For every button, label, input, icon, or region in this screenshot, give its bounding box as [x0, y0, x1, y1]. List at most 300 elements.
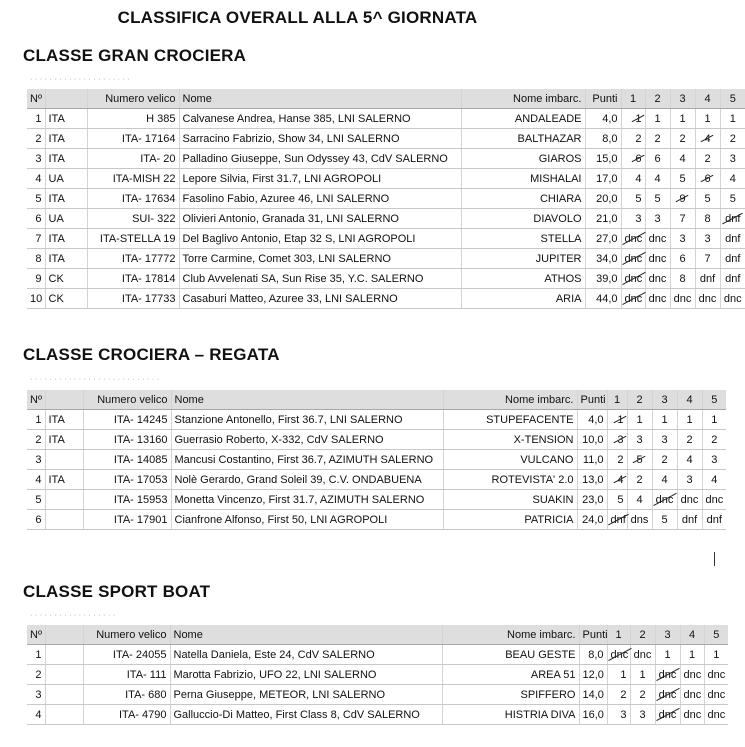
race-5-cell: 4 — [720, 169, 745, 189]
nation-cell — [45, 645, 83, 665]
nation-cell: ITA — [45, 470, 83, 490]
table-row — [27, 470, 726, 490]
page-title: CLASSIFICA OVERALL ALLA 5^ GIORNATA — [117, 8, 478, 27]
race-2-cell — [627, 450, 652, 470]
sail-number-cell: ITA- 111 — [83, 665, 170, 685]
discarded-score: dnf — [725, 212, 741, 225]
race-3-cell — [655, 665, 680, 685]
race-1-cell — [621, 289, 645, 309]
race-5-cell: 3 — [702, 450, 726, 470]
race-2-cell: 1 — [645, 109, 670, 129]
header-race-2: 2 — [630, 625, 655, 645]
race-4-cell: 5 — [695, 189, 720, 209]
boat-name-cell: BEAU GESTE — [442, 645, 579, 665]
race-3-cell: 1 — [670, 109, 695, 129]
name-cell: Del Baglivo Antonio, Etap 32 S, LNI AGROPOLI — [179, 229, 461, 249]
race-3-cell: 2 — [670, 129, 695, 149]
boat-name-cell: STUPEFACENTE — [443, 410, 577, 430]
race-5-cell: dnc — [720, 289, 745, 309]
race-3-cell: 3 — [670, 229, 695, 249]
boat-name-cell: ANDALEADE — [461, 109, 585, 129]
nation-cell: ITA — [45, 149, 87, 169]
table-header-row — [27, 625, 728, 645]
boat-name-cell: PATRICIA — [443, 510, 577, 530]
section-title-sport-boat: CLASSE SPORT BOAT — [23, 582, 211, 601]
race-2-cell: dnc — [630, 645, 655, 665]
discarded-score: 1 — [617, 413, 624, 426]
boat-name-cell: MISHALAI — [461, 169, 585, 189]
race-3-cell: 5 — [670, 169, 695, 189]
race-2-cell: 3 — [645, 209, 670, 229]
header-race-4: 4 — [695, 89, 720, 109]
position-cell: 9 — [27, 269, 45, 289]
race-2-cell: dnc — [645, 269, 670, 289]
name-cell: Galluccio-Di Matteo, First Class 8, CdV SALERNO — [170, 705, 442, 725]
race-1-cell: 1 — [607, 665, 630, 685]
header-points: Punti — [579, 625, 607, 645]
sail-number-cell: SUI- 322 — [87, 209, 179, 229]
boat-name-cell: VULCANO — [443, 450, 577, 470]
sail-number-cell: ITA- 14085 — [83, 450, 171, 470]
points-cell: 11,0 — [577, 450, 607, 470]
nation-cell: ITA — [45, 129, 87, 149]
race-1-cell — [607, 430, 627, 450]
race-2-cell: 6 — [645, 149, 670, 169]
points-cell: 4,0 — [585, 109, 621, 129]
table-row — [27, 269, 745, 289]
race-5-cell: 1 — [704, 645, 728, 665]
table-row — [27, 645, 728, 665]
race-3-cell: 1 — [655, 645, 680, 665]
boat-name-cell: JUPITER — [461, 249, 585, 269]
race-3-cell: 6 — [670, 249, 695, 269]
cropped-caption: · · · · · · · · · · · · · · · · · · · · · — [30, 76, 131, 83]
boat-name-cell: ATHOS — [461, 269, 585, 289]
position-cell: 6 — [27, 209, 45, 229]
sail-number-cell: ITA- 17772 — [87, 249, 179, 269]
discarded-score: 6 — [635, 152, 642, 165]
table-row — [27, 189, 745, 209]
name-cell: Monetta Vincenzo, First 31.7, AZIMUTH SALERNO — [171, 490, 443, 510]
name-cell: Palladino Giuseppe, Sun Odyssey 43, CdV SALERNO — [179, 149, 461, 169]
points-cell: 8,0 — [579, 645, 607, 665]
table-row — [27, 490, 726, 510]
discarded-score: dnc — [624, 292, 643, 305]
race-2-cell: dns — [627, 510, 652, 530]
table-row — [27, 665, 728, 685]
points-cell: 27,0 — [585, 229, 621, 249]
race-5-cell: 2 — [720, 129, 745, 149]
discarded-score: dnc — [610, 648, 629, 661]
race-5-cell: 1 — [720, 109, 745, 129]
position-cell: 4 — [27, 705, 45, 725]
name-cell: Perna Giuseppe, METEOR, LNI SALERNO — [170, 685, 442, 705]
header-sail-number: Numero velico — [83, 625, 170, 645]
boat-name-cell: AREA 51 — [442, 665, 579, 685]
nation-cell — [45, 705, 83, 725]
name-cell: Calvanese Andrea, Hanse 385, LNI SALERNO — [179, 109, 461, 129]
race-1-cell: 5 — [607, 490, 627, 510]
race-3-cell — [652, 490, 677, 510]
race-3-cell: 8 — [670, 269, 695, 289]
header-race-5: 5 — [720, 89, 745, 109]
race-2-cell: 3 — [630, 705, 655, 725]
race-2-cell: dnc — [645, 289, 670, 309]
header-sail-number: Numero velico — [83, 390, 171, 410]
table-row — [27, 149, 745, 169]
boat-name-cell: STELLA — [461, 229, 585, 249]
header-race-1: 1 — [607, 390, 627, 410]
race-5-cell — [720, 209, 745, 229]
race-3-cell — [655, 685, 680, 705]
race-4-cell: dnc — [695, 289, 720, 309]
position-cell: 2 — [27, 430, 45, 450]
nation-cell — [45, 450, 83, 470]
nation-cell: ITA — [45, 229, 87, 249]
race-1-cell: 3 — [621, 209, 645, 229]
points-cell: 23,0 — [577, 490, 607, 510]
points-cell: 8,0 — [585, 129, 621, 149]
header-position: Nº — [27, 390, 45, 410]
boat-name-cell: HISTRIA DIVA — [442, 705, 579, 725]
discarded-score: 9 — [679, 192, 686, 205]
sail-number-cell: ITA- 680 — [83, 685, 170, 705]
cropped-caption: · · · · · · · · · · · · · · · · · · · · · · · · · · · — [30, 376, 160, 383]
header-race-2: 2 — [627, 390, 652, 410]
sail-number-cell: ITA-MISH 22 — [87, 169, 179, 189]
table-header-row — [27, 89, 745, 109]
points-cell: 21,0 — [585, 209, 621, 229]
race-4-cell: 3 — [677, 470, 702, 490]
race-4-cell: 7 — [695, 249, 720, 269]
position-cell: 4 — [27, 169, 45, 189]
table-row — [27, 249, 745, 269]
points-cell: 16,0 — [579, 705, 607, 725]
race-3-cell: 2 — [652, 450, 677, 470]
nation-cell: ITA — [45, 410, 83, 430]
race-5-cell: dnc — [704, 705, 728, 725]
nation-cell: CK — [45, 269, 87, 289]
position-cell: 1 — [27, 109, 45, 129]
race-5-cell: dnc — [704, 685, 728, 705]
name-cell: Natella Daniela, Este 24, CdV SALERNO — [170, 645, 442, 665]
nation-cell — [45, 685, 83, 705]
position-cell: 3 — [27, 685, 45, 705]
race-3-cell: 5 — [652, 510, 677, 530]
race-4-cell: dnc — [680, 705, 704, 725]
position-cell: 5 — [27, 490, 45, 510]
points-cell: 14,0 — [579, 685, 607, 705]
race-5-cell: 4 — [702, 470, 726, 490]
header-race-4: 4 — [680, 625, 704, 645]
race-1-cell: 2 — [607, 685, 630, 705]
header-race-2: 2 — [645, 89, 670, 109]
race-3-cell — [655, 705, 680, 725]
table-row — [27, 685, 728, 705]
race-4-cell: dnc — [680, 685, 704, 705]
table-row — [27, 430, 726, 450]
header-race-5: 5 — [704, 625, 728, 645]
race-3-cell — [670, 189, 695, 209]
name-cell: Olivieri Antonio, Granada 31, LNI SALERNO — [179, 209, 461, 229]
sail-number-cell: ITA- 13160 — [83, 430, 171, 450]
discarded-score: dnf — [610, 513, 626, 526]
position-cell: 7 — [27, 229, 45, 249]
race-4-cell: 1 — [695, 109, 720, 129]
nation-cell: ITA — [45, 430, 83, 450]
discarded-score: dnc — [624, 232, 643, 245]
discarded-score: dnc — [658, 688, 677, 701]
header-race-4: 4 — [677, 390, 702, 410]
header-position: Nº — [27, 625, 45, 645]
table-row — [27, 109, 745, 129]
race-1-cell: 2 — [621, 129, 645, 149]
position-cell: 8 — [27, 249, 45, 269]
race-4-cell — [695, 129, 720, 149]
position-cell: 1 — [27, 410, 45, 430]
header-race-3: 3 — [655, 625, 680, 645]
nation-cell: UA — [45, 209, 87, 229]
sail-number-cell: ITA- 15953 — [83, 490, 171, 510]
results-table-sport-boat — [27, 625, 728, 725]
name-cell: Lepore Silvia, First 31.7, LNI AGROPOLI — [179, 169, 461, 189]
name-cell: Stanzione Antonello, First 36.7, LNI SALERNO — [171, 410, 443, 430]
race-4-cell: dnc — [677, 490, 702, 510]
discarded-score: dnc — [658, 708, 677, 721]
boat-name-cell: ROTEVISTA' 2.0 — [443, 470, 577, 490]
race-2-cell: 2 — [630, 685, 655, 705]
race-4-cell: dnf — [677, 510, 702, 530]
race-5-cell: dnf — [702, 510, 726, 530]
sail-number-cell: ITA-STELLA 19 — [87, 229, 179, 249]
boat-name-cell: BALTHAZAR — [461, 129, 585, 149]
name-cell: Sarracino Fabrizio, Show 34, LNI SALERNO — [179, 129, 461, 149]
header-points: Punti — [577, 390, 607, 410]
race-1-cell — [621, 249, 645, 269]
name-cell: Club Avvelenati SA, Sun Rise 35, Y.C. SALERNO — [179, 269, 461, 289]
discarded-score: 1 — [635, 112, 642, 125]
header-race-3: 3 — [670, 89, 695, 109]
discarded-score: dnc — [624, 252, 643, 265]
header-nation — [45, 625, 83, 645]
header-race-3: 3 — [652, 390, 677, 410]
position-cell: 2 — [27, 129, 45, 149]
points-cell: 12,0 — [579, 665, 607, 685]
table-header-row — [27, 390, 726, 410]
nation-cell — [45, 665, 83, 685]
header-race-5: 5 — [702, 390, 726, 410]
sail-number-cell: ITA- 20 — [87, 149, 179, 169]
points-cell: 13,0 — [577, 470, 607, 490]
position-cell: 4 — [27, 470, 45, 490]
header-sail-number: Numero velico — [87, 89, 179, 109]
header-position: Nº — [27, 89, 45, 109]
race-4-cell: dnf — [695, 269, 720, 289]
header-boat-name: Nome imbarc. — [461, 89, 585, 109]
race-2-cell: 1 — [630, 665, 655, 685]
results-table-gran-crociera — [27, 89, 745, 309]
race-5-cell: 5 — [720, 189, 745, 209]
name-cell: Fasolino Fabio, Azuree 46, LNI SALERNO — [179, 189, 461, 209]
name-cell: Nolè Gerardo, Grand Soleil 39, C.V. ONDABUENA — [171, 470, 443, 490]
boat-name-cell: SUAKIN — [443, 490, 577, 510]
race-4-cell: 2 — [677, 430, 702, 450]
sail-number-cell: ITA- 14245 — [83, 410, 171, 430]
header-boat-name: Nome imbarc. — [443, 390, 577, 410]
race-1-cell: 4 — [621, 169, 645, 189]
sail-number-cell: ITA- 17053 — [83, 470, 171, 490]
race-2-cell: 3 — [627, 430, 652, 450]
race-2-cell: dnc — [645, 249, 670, 269]
race-5-cell: dnf — [720, 269, 745, 289]
name-cell: Mancusi Costantino, First 36.7, AZIMUTH SALERNO — [171, 450, 443, 470]
table-row — [27, 289, 745, 309]
table-row — [27, 450, 726, 470]
sail-number-cell: ITA- 4790 — [83, 705, 170, 725]
discarded-score: 6 — [704, 172, 711, 185]
race-1-cell — [621, 109, 645, 129]
race-1-cell — [607, 410, 627, 430]
results-table-crociera-regata — [27, 390, 726, 530]
race-4-cell — [695, 169, 720, 189]
boat-name-cell: GIAROS — [461, 149, 585, 169]
points-cell: 24,0 — [577, 510, 607, 530]
position-cell: 10 — [27, 289, 45, 309]
points-cell: 10,0 — [577, 430, 607, 450]
discarded-score: 5 — [636, 453, 643, 466]
sail-number-cell: ITA- 24055 — [83, 645, 170, 665]
nation-cell: ITA — [45, 189, 87, 209]
points-cell: 44,0 — [585, 289, 621, 309]
race-3-cell: 1 — [652, 410, 677, 430]
table-row — [27, 169, 745, 189]
boat-name-cell: DIAVOLO — [461, 209, 585, 229]
race-5-cell: 3 — [720, 149, 745, 169]
header-nation — [45, 390, 83, 410]
race-5-cell: 1 — [702, 410, 726, 430]
position-cell: 6 — [27, 510, 45, 530]
race-3-cell: 3 — [652, 430, 677, 450]
header-race-1: 1 — [621, 89, 645, 109]
discarded-score: 4 — [704, 132, 711, 145]
points-cell: 4,0 — [577, 410, 607, 430]
sail-number-cell: H 385 — [87, 109, 179, 129]
position-cell: 3 — [27, 450, 45, 470]
race-5-cell: dnf — [720, 249, 745, 269]
race-2-cell: 2 — [627, 470, 652, 490]
header-points: Punti — [585, 89, 621, 109]
race-4-cell: 3 — [695, 229, 720, 249]
header-nation — [45, 89, 87, 109]
race-4-cell: 1 — [677, 410, 702, 430]
race-2-cell: 1 — [627, 410, 652, 430]
position-cell: 1 — [27, 645, 45, 665]
sail-number-cell: ITA- 17901 — [83, 510, 171, 530]
position-cell: 5 — [27, 189, 45, 209]
table-row — [27, 705, 728, 725]
race-1-cell: 3 — [607, 705, 630, 725]
discarded-score: 4 — [617, 473, 624, 486]
cropped-caption: · · · · · · · · · · · · · · · · · · — [30, 612, 116, 619]
section-title-crociera-regata: CLASSE CROCIERA – REGATA — [23, 345, 280, 364]
race-4-cell: 1 — [680, 645, 704, 665]
nation-cell — [45, 510, 83, 530]
points-cell: 34,0 — [585, 249, 621, 269]
race-4-cell: 2 — [695, 149, 720, 169]
sail-number-cell: ITA- 17164 — [87, 129, 179, 149]
name-cell: Guerrasio Roberto, X-332, CdV SALERNO — [171, 430, 443, 450]
race-1-cell — [607, 645, 630, 665]
points-cell: 20,0 — [585, 189, 621, 209]
race-1-cell — [621, 149, 645, 169]
race-4-cell: dnc — [680, 665, 704, 685]
nation-cell: UA — [45, 169, 87, 189]
race-1-cell — [607, 470, 627, 490]
race-1-cell — [607, 510, 627, 530]
race-2-cell: 4 — [627, 490, 652, 510]
points-cell: 39,0 — [585, 269, 621, 289]
race-1-cell: 5 — [621, 189, 645, 209]
race-2-cell: dnc — [645, 229, 670, 249]
name-cell: Casaburi Matteo, Azuree 33, LNI SALERNO — [179, 289, 461, 309]
position-cell: 2 — [27, 665, 45, 685]
table-row — [27, 410, 726, 430]
sail-number-cell: ITA- 17814 — [87, 269, 179, 289]
nation-cell — [45, 490, 83, 510]
table-row — [27, 510, 726, 530]
race-5-cell: dnc — [702, 490, 726, 510]
position-cell: 3 — [27, 149, 45, 169]
race-5-cell: 2 — [702, 430, 726, 450]
race-1-cell — [621, 229, 645, 249]
text-cursor — [714, 552, 715, 566]
race-3-cell: 4 — [652, 470, 677, 490]
race-1-cell: 2 — [607, 450, 627, 470]
sail-number-cell: ITA- 17733 — [87, 289, 179, 309]
race-4-cell: 4 — [677, 450, 702, 470]
boat-name-cell: CHIARA — [461, 189, 585, 209]
points-cell: 17,0 — [585, 169, 621, 189]
discarded-score: dnc — [658, 668, 677, 681]
race-2-cell: 4 — [645, 169, 670, 189]
points-cell: 15,0 — [585, 149, 621, 169]
race-3-cell: 7 — [670, 209, 695, 229]
header-name: Nome — [179, 89, 461, 109]
boat-name-cell: SPIFFERO — [442, 685, 579, 705]
race-1-cell — [621, 269, 645, 289]
discarded-score: dnc — [655, 493, 674, 506]
nation-cell: CK — [45, 289, 87, 309]
table-row — [27, 129, 745, 149]
name-cell: Marotta Fabrizio, UFO 22, LNI SALERNO — [170, 665, 442, 685]
discarded-score: 3 — [617, 433, 624, 446]
sail-number-cell: ITA- 17634 — [87, 189, 179, 209]
race-2-cell: 2 — [645, 129, 670, 149]
nation-cell: ITA — [45, 109, 87, 129]
race-3-cell: 4 — [670, 149, 695, 169]
name-cell: Torre Carmine, Comet 303, LNI SALERNO — [179, 249, 461, 269]
race-3-cell: dnc — [670, 289, 695, 309]
header-name: Nome — [171, 390, 443, 410]
boat-name-cell: X-TENSION — [443, 430, 577, 450]
boat-name-cell: ARIA — [461, 289, 585, 309]
discarded-score: dnc — [624, 272, 643, 285]
header-name: Nome — [170, 625, 442, 645]
section-title-gran-crociera: CLASSE GRAN CROCIERA — [23, 46, 247, 65]
race-5-cell: dnf — [720, 229, 745, 249]
table-row — [27, 229, 745, 249]
race-2-cell: 5 — [645, 189, 670, 209]
